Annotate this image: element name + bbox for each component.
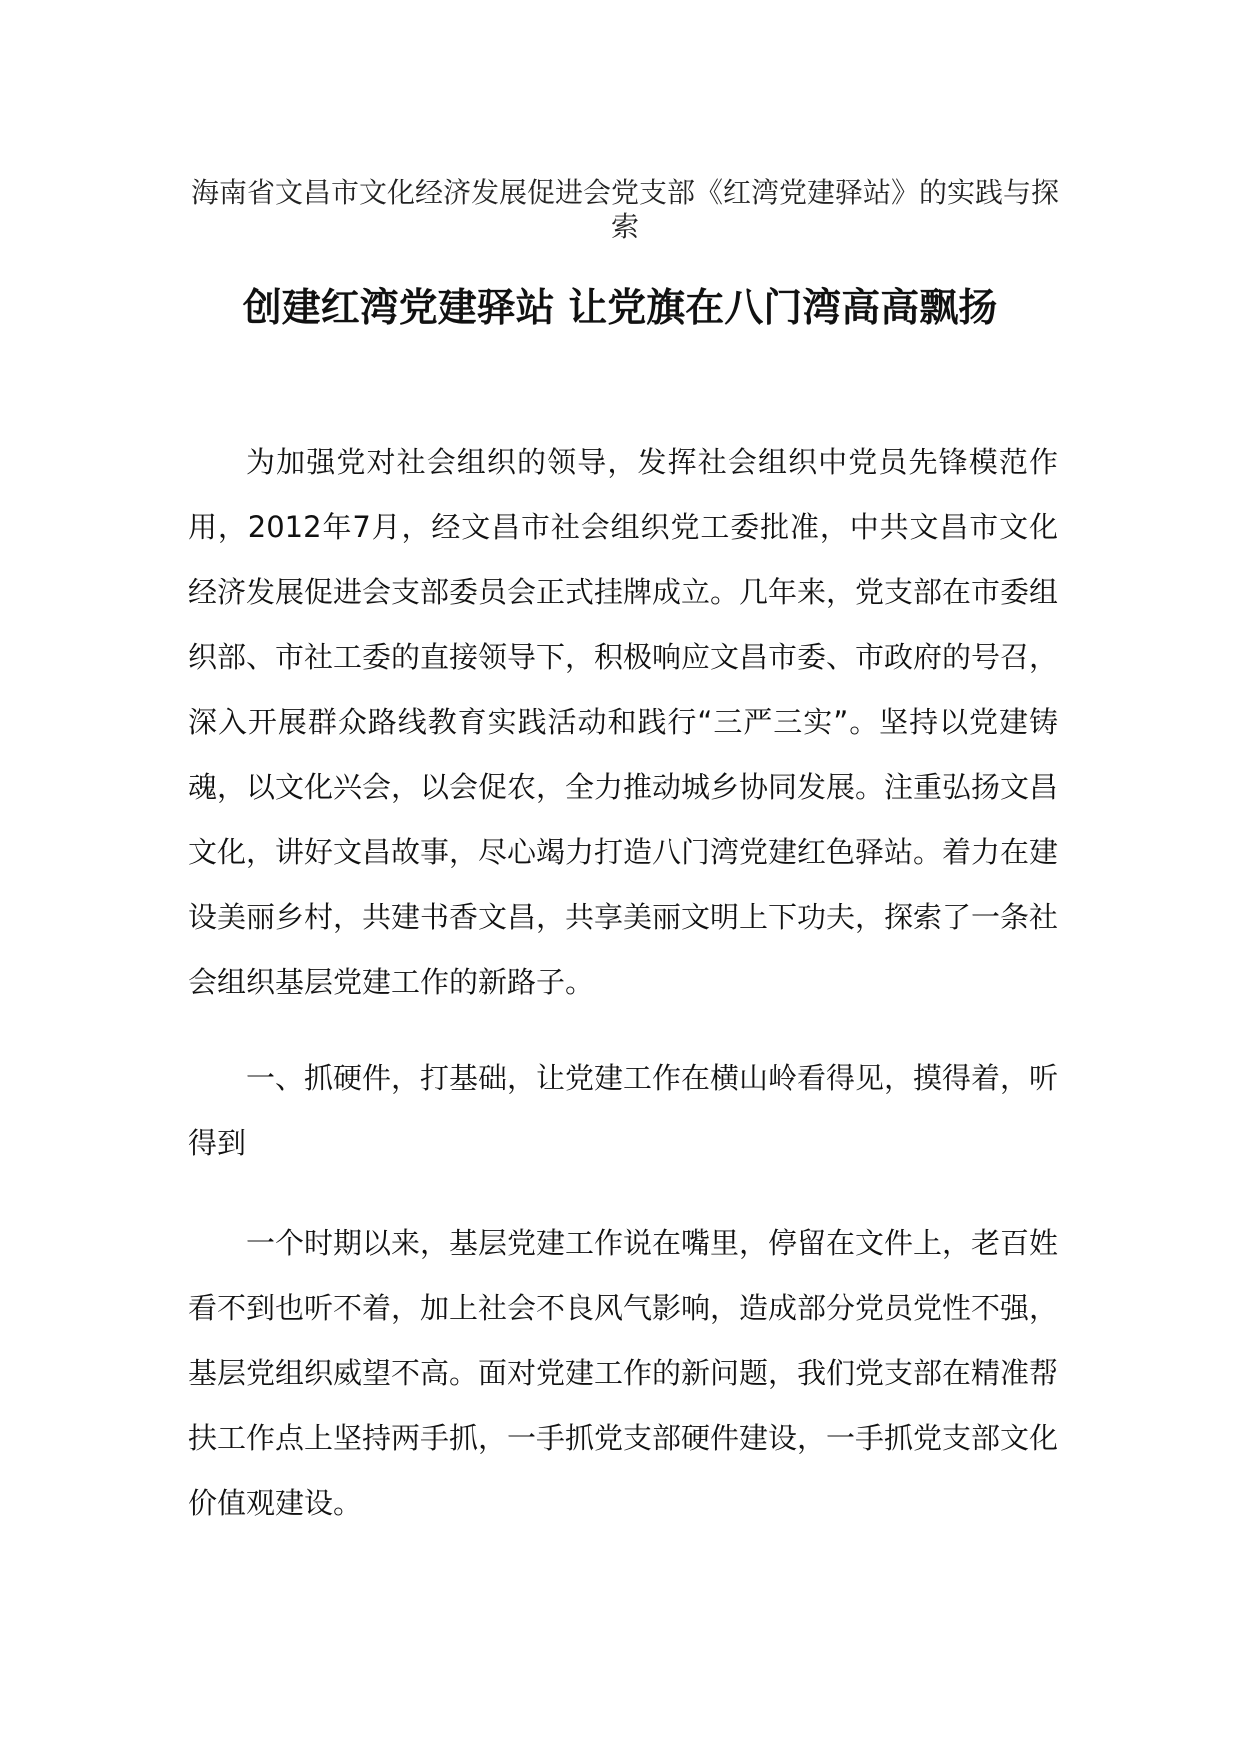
section-heading-1: 一、抓硬件，打基础，让党建工作在横山岭看得见，摸得着，听得到 [188, 1061, 1059, 1160]
paragraph-intro: 为加强党对社会组织的领导，发挥社会组织中党员先锋模范作用，2012年7月，经文昌市社会组织党工委批准，中共文昌市文化经济发展促进会支部委员会正式挂牌成立。几年来，党支部在市委组织部、市社工委的直接领导下，积极响应文昌市委、市政府的号召，深入开展群众路线教育实践活动和践行“三严三实”。坚持以党建铸魂，以文化兴会，以会促农，全力推动城乡协同发展。注重弘扬文昌文化，讲好文昌故事，尽心竭力打造八门湾党建红色驿站。着力在建设美丽乡村，共建书香文昌，共享美丽文明上下功夫，探索了一条社会组织基层党建工作的新路子。 [188, 445, 1059, 999]
document-title: 创建红湾党建驿站 让党旗在八门湾高高飘扬 [242, 286, 998, 331]
paragraph-section-1: 一个时期以来，基层党建工作说在嘴里，停留在文件上，老百姓看不到也听不着，加上社会不良风气影响，造成部分党员党性不强，基层党组织威望不高。面对党建工作的新问题，我们党支部在精准帮扶工作点上坚持两手抓，一手抓党支部硬件建设，一手抓党支部文化价值观建设。 [188, 1226, 1059, 1520]
document-subtitle: 海南省文昌市文化经济发展促进会党支部《红湾党建驿站》的实践与探索 [190, 176, 1059, 243]
